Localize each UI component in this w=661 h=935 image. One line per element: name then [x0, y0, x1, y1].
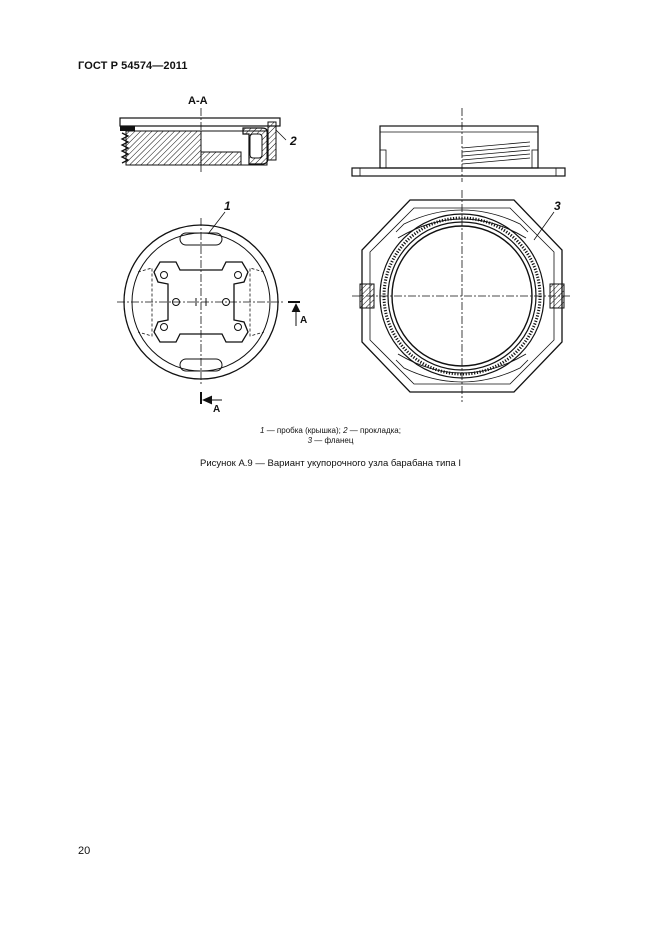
figure-caption: Рисунок А.9 — Вариант укупорочного узла барабана типа I	[199, 458, 462, 469]
side-elevation-view	[352, 108, 565, 182]
legend-item-3-number: 3	[307, 436, 313, 445]
figure-legend-line-2	[0, 435, 661, 446]
callout-2: 2	[290, 134, 297, 148]
legend-item-2-number: 2	[343, 426, 348, 435]
document-header: ГОСТ Р 54574—2011	[78, 60, 188, 72]
cut-label-bottom: А	[213, 404, 221, 415]
section-label: А-А	[188, 95, 208, 107]
callout-1: 1	[224, 199, 231, 213]
callout-3: 3	[554, 199, 561, 213]
plug-top-view	[117, 199, 307, 415]
cut-label-right: А	[300, 315, 308, 326]
legend-item-1-text: — пробка (крышка);	[264, 426, 344, 435]
section-view-a-a	[120, 95, 297, 172]
legend-item-2-text: — прокладка;	[347, 426, 401, 435]
page-number: 20	[78, 845, 91, 857]
legend-item-1-number: 1	[260, 426, 265, 435]
flange-top-view	[352, 190, 572, 402]
legend-item-3-text: — фланец	[312, 436, 354, 445]
